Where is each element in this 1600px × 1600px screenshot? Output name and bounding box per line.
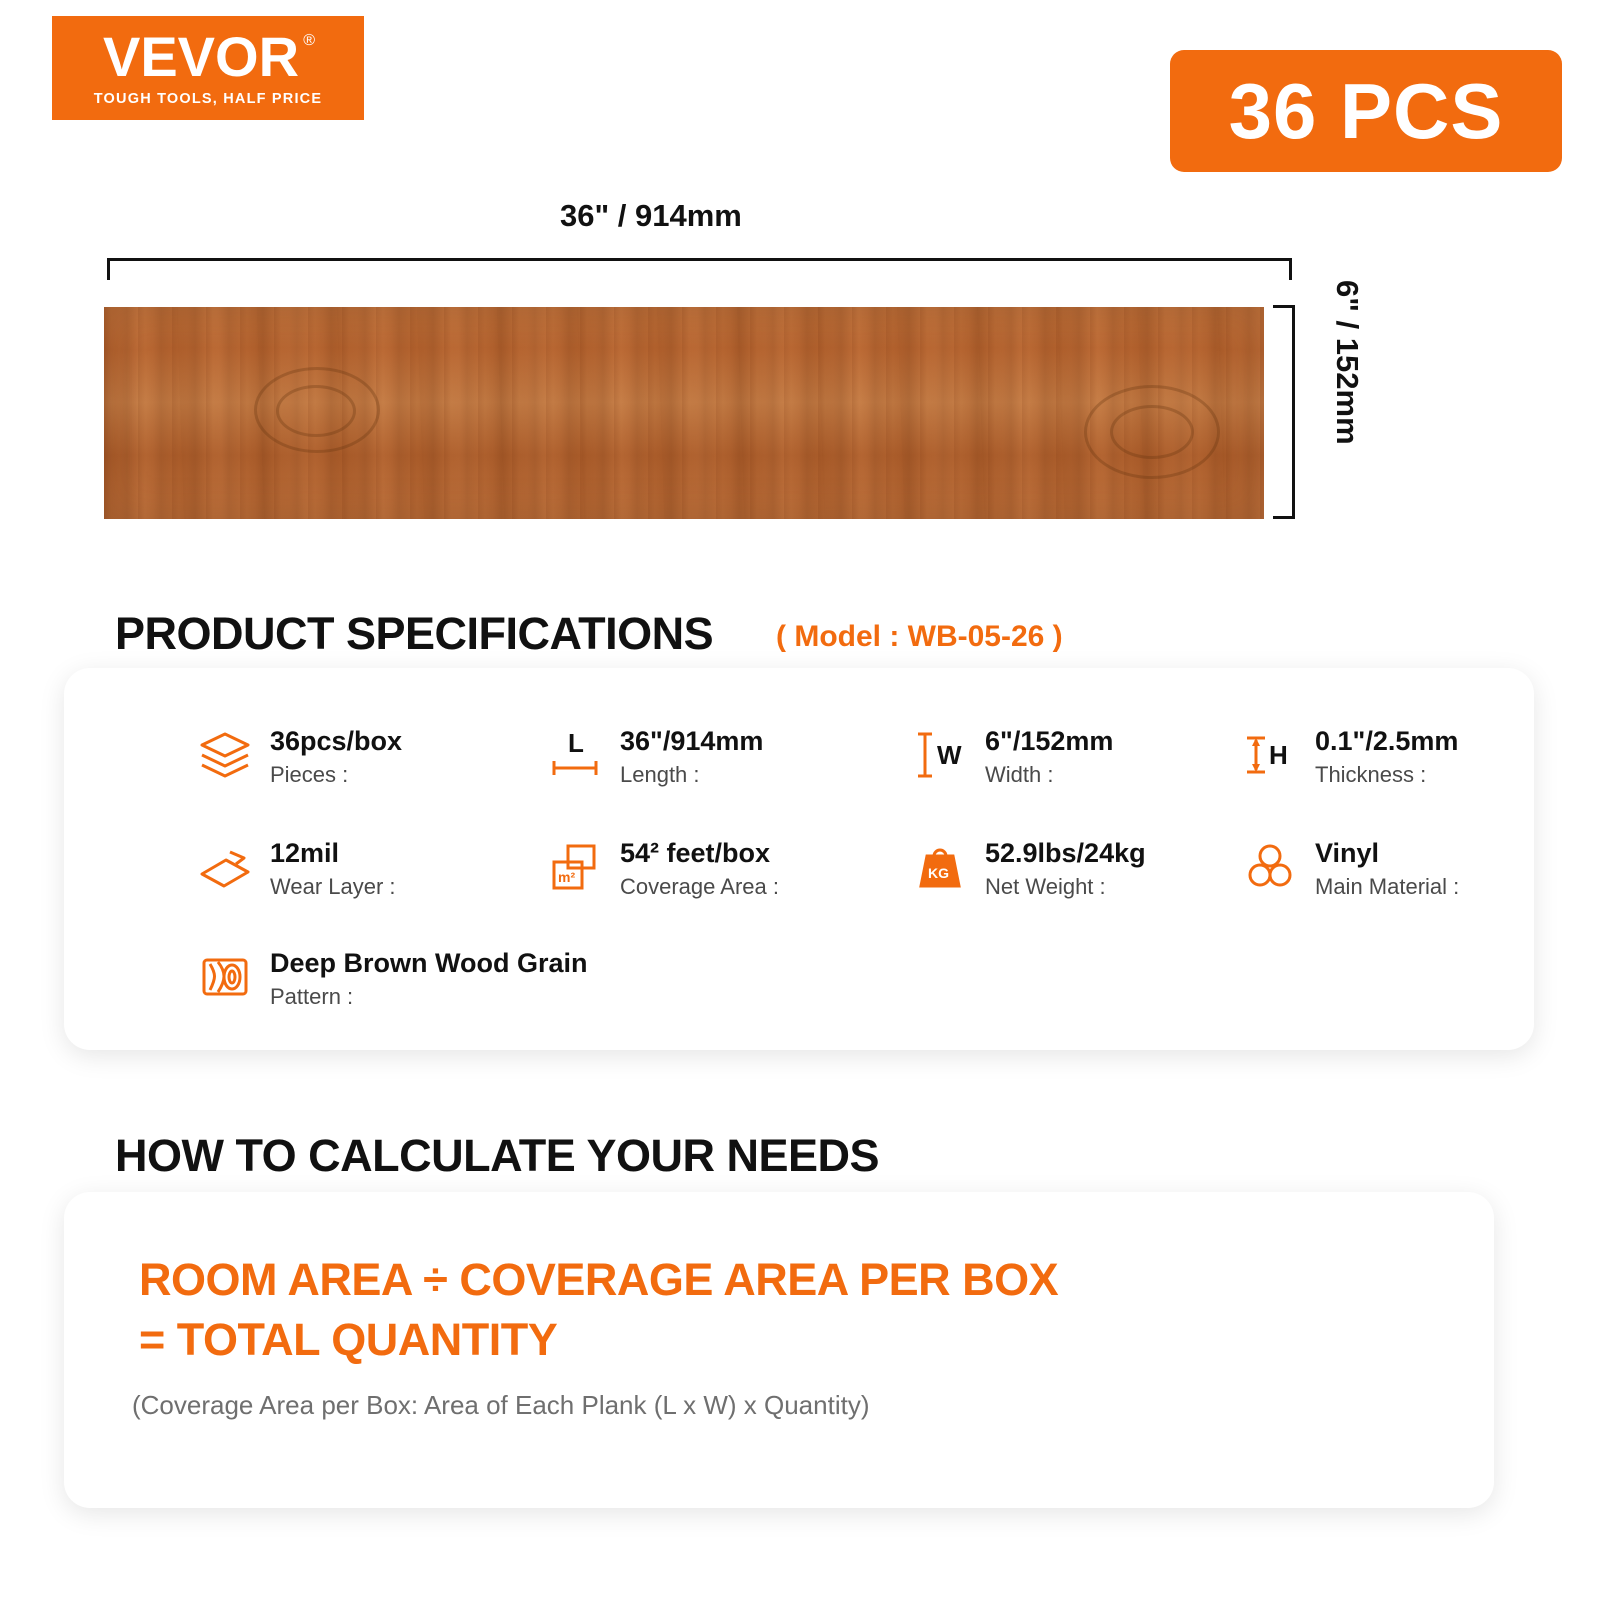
wear-layer-icon	[194, 836, 256, 898]
coverage-area-icon	[544, 836, 606, 898]
svg-text:W: W	[937, 740, 962, 770]
pieces-count-label: 36 PCS	[1228, 67, 1504, 155]
formula-line-1: ROOM AREA ÷ COVERAGE AREA PER BOX	[139, 1254, 1059, 1305]
spec-item-width	[909, 724, 1113, 790]
model-number-label: ( Model : WB-05-26 )	[776, 620, 1063, 653]
spec-label-pattern: Pattern :	[270, 984, 354, 1010]
spec-item-wear-layer	[194, 836, 396, 902]
spec-label-main-material: Main Material :	[1315, 874, 1460, 900]
spec-label-thickness: Thickness :	[1315, 762, 1427, 788]
spec-item-pieces	[194, 724, 402, 790]
formula-line-2: = TOTAL QUANTITY	[139, 1314, 558, 1365]
spec-value-pattern: Deep Brown Wood Grain	[270, 948, 588, 978]
spec-value-main-material: Vinyl	[1315, 838, 1380, 868]
specifications-card	[64, 668, 1534, 1050]
specs-section-heading: PRODUCT SPECIFICATIONS	[115, 608, 714, 659]
weight-kg-icon	[909, 836, 971, 898]
spec-value-coverage-area: 54² feet/box	[620, 838, 771, 868]
calculation-card	[64, 1192, 1494, 1508]
formula-note: (Coverage Area per Box: Area of Each Plank (L x W) x Quantity)	[132, 1390, 870, 1420]
brand-name-text: VEVOR	[102, 25, 300, 88]
plank-length-dimension-label: 36" / 914mm	[560, 198, 742, 233]
spec-item-coverage-area	[544, 836, 779, 902]
stacked-layers-icon	[194, 724, 256, 786]
spec-label-coverage-area: Coverage Area :	[620, 874, 779, 900]
svg-text:H: H	[1269, 740, 1288, 770]
specifications-grid	[64, 668, 1534, 1050]
length-dimension-bracket	[107, 258, 1292, 280]
spec-label-pieces: Pieces :	[270, 762, 349, 788]
vinyl-plank-image	[104, 307, 1264, 519]
spec-value-width: 6"/152mm	[985, 726, 1114, 756]
spec-label-net-weight: Net Weight :	[985, 874, 1106, 900]
spec-item-main-material	[1239, 836, 1459, 902]
spec-value-length: 36"/914mm	[620, 726, 764, 756]
thickness-icon	[1239, 724, 1301, 786]
wood-knot-inner-icon	[276, 385, 356, 437]
calc-section-heading: HOW TO CALCULATE YOUR NEEDS	[115, 1130, 880, 1181]
width-dimension-bracket	[1273, 305, 1295, 519]
spec-label-wear-layer: Wear Layer :	[270, 874, 396, 900]
wood-grain-icon	[194, 946, 256, 1008]
width-icon	[909, 724, 971, 786]
spec-item-length	[544, 724, 763, 790]
brand-name	[102, 25, 316, 88]
registered-trademark-icon: ®	[303, 32, 316, 49]
spec-value-pieces: 36pcs/box	[270, 726, 403, 756]
length-icon	[544, 724, 606, 786]
spec-item-thickness	[1239, 724, 1458, 790]
brand-tagline: TOUGH TOOLS, HALF PRICE	[93, 91, 323, 107]
material-circles-icon	[1239, 836, 1301, 898]
spec-label-width: Width :	[985, 762, 1054, 788]
wood-knot-inner-icon	[1110, 405, 1194, 459]
spec-value-wear-layer: 12mil	[270, 838, 340, 868]
pieces-count-badge	[1170, 50, 1562, 172]
spec-item-net-weight	[909, 836, 1146, 902]
svg-text:m²: m²	[558, 869, 576, 885]
spec-value-thickness: 0.1"/2.5mm	[1315, 726, 1459, 756]
spec-item-pattern	[194, 946, 588, 1012]
spec-value-net-weight: 52.9lbs/24kg	[985, 838, 1146, 868]
svg-text:KG: KG	[928, 865, 949, 881]
plank-width-dimension-label: 6" / 152mm	[1330, 280, 1365, 445]
spec-label-length: Length :	[620, 762, 700, 788]
vevor-logo-badge	[52, 16, 364, 120]
svg-text:L: L	[568, 728, 584, 758]
